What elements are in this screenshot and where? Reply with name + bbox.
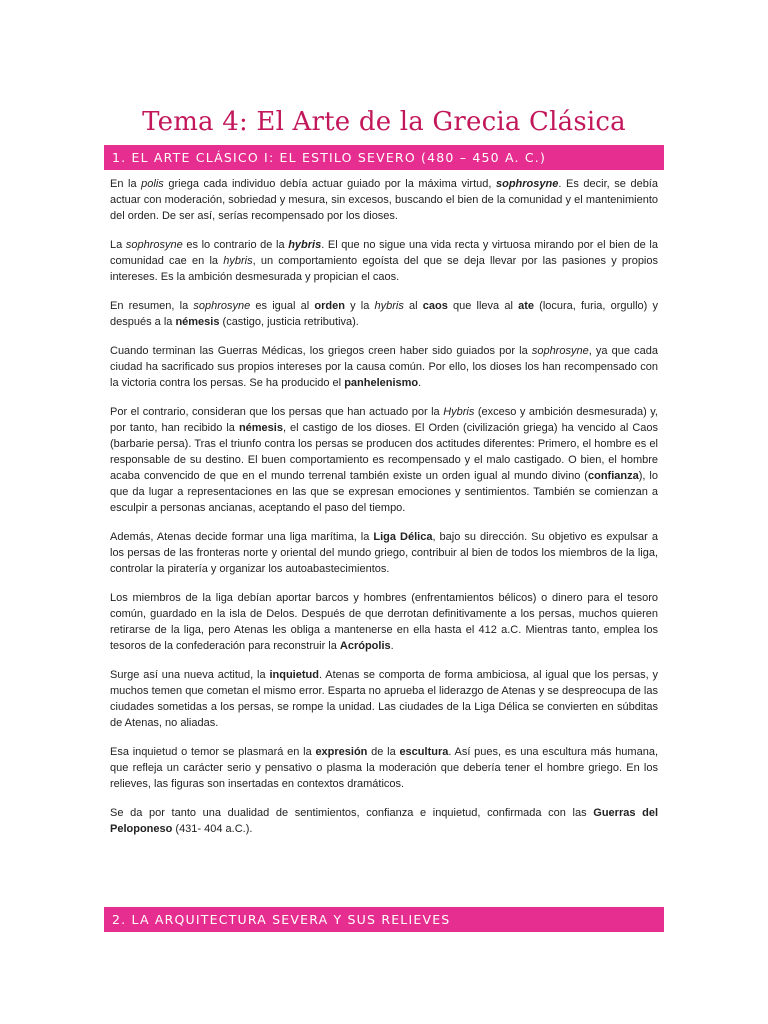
italic-term: hybris bbox=[223, 255, 253, 267]
bold-term: escultura bbox=[399, 746, 449, 758]
text-run: La bbox=[110, 239, 126, 251]
paragraph-6 bbox=[110, 529, 658, 577]
text-run: ), lo que da lugar a representaciones en las que se expresan emociones y sentimientos. También se comienzan a esculpir a personas ancianas, aceptando el paso del tiempo. bbox=[110, 470, 658, 514]
text-run: (locura, furia, orgullo) y después a la bbox=[110, 300, 658, 328]
text-run: , el castigo de los dioses. El Orden (civilización griega) ha vencido al Caos (barbarie persa). Tras el triunfo contra los persas se producen dos actitudes diferentes: Primero, el hombre es el responsable de su destino. El buen comportamiento es recompensado y el malo castigado. O bien, el hombre acaba convencido de que en el mundo terrenal también existe un orden igual al mundo divino ( bbox=[110, 422, 658, 482]
paragraph-4 bbox=[110, 343, 658, 391]
paragraph-2 bbox=[110, 237, 658, 285]
italic-term: sophrosyne bbox=[193, 300, 251, 312]
bold-term: némesis bbox=[175, 316, 220, 328]
text-run: es igual al bbox=[250, 300, 315, 312]
paragraph-9 bbox=[110, 744, 658, 792]
text-run: es lo contrario de la bbox=[182, 239, 289, 251]
text-run: de la bbox=[367, 746, 400, 758]
section-heading-2-text: 2. LA ARQUITECTURA SEVERA Y SUS RELIEVES bbox=[112, 912, 451, 927]
text-run: En la bbox=[110, 178, 142, 190]
bold-term: orden bbox=[314, 300, 345, 312]
text-run: Esa inquietud o temor se plasmará en la bbox=[110, 746, 316, 758]
paragraph-7 bbox=[110, 590, 658, 654]
text-run: En resumen, la bbox=[110, 300, 194, 312]
page-title: Tema 4: El Arte de la Grecia Clásica bbox=[142, 107, 626, 138]
text-run: Cuando terminan las Guerras Médicas, los griegos creen haber sido guiados por la bbox=[110, 345, 532, 357]
bold-term: confianza bbox=[587, 470, 639, 482]
text-run: Se da por tanto una dualidad de sentimientos, confianza e inquietud, confirmada con las bbox=[110, 807, 594, 819]
italic-term: hybris bbox=[374, 300, 404, 312]
paragraph-10 bbox=[110, 805, 658, 837]
text-run: Los miembros de la liga debían aportar barcos y hombres (enfrentamientos bélicos) o dinero para el tesoro común, guardado en la isla de Delos. Después de que derrotan definitivamente a los persas, muchos quieren retirarse de la liga, pero Atenas les obliga a mantenerse en ella hasta el 412 a.C. Mientras tanto, emplea los tesoros de la confederación para reconstruir la bbox=[110, 592, 658, 652]
text-run: , un comportamiento egoísta del que se deja llevar por las pasiones y propios intereses. Es la ambición desmesurada y propician el caos. bbox=[110, 255, 658, 283]
italic-term: sophrosyne bbox=[125, 239, 183, 251]
bold-term: expresión bbox=[315, 746, 368, 758]
text-run: (431- 404 a.C.). bbox=[172, 823, 253, 835]
text-run: (castigo, justicia retributiva). bbox=[219, 316, 359, 328]
bold-term: Acrópolis bbox=[339, 640, 391, 652]
text-run: Además, Atenas decide formar una liga marítima, la bbox=[110, 531, 374, 543]
text-run: Por el contrario, consideran que los persas que han actuado por la bbox=[110, 406, 444, 418]
bold-term: inquietud bbox=[269, 669, 319, 681]
italic-term: Hybris bbox=[443, 406, 475, 418]
text-run: que lleva al bbox=[447, 300, 519, 312]
section-heading-1-text: 1. EL ARTE CLÁSICO I: EL ESTILO SEVERO (480 – 450 A. C.) bbox=[112, 150, 547, 165]
italic-term: polis bbox=[141, 178, 164, 190]
text-run: , bajo su dirección. Su objetivo es expulsar a los persas de las fronteras norte y oriental del mundo griego, contribuir al bien de todos los miembros de la liga, controlar la piratería y organizar los autoabastecimientos. bbox=[110, 531, 658, 575]
bold-term: Liga Délica bbox=[373, 531, 433, 543]
italic-term: sophrosyne bbox=[531, 345, 589, 357]
paragraph-3 bbox=[110, 298, 658, 330]
text-run: . Es decir, se debía actuar con moderación, sobriedad y mesura, sin excesos, buscando el bien de la comunidad y el mantenimiento del orden. De ser así, serías recompensado por los dioses. bbox=[110, 178, 658, 222]
bold-italic-term: sophrosyne bbox=[496, 178, 559, 190]
bold-term: caos bbox=[422, 300, 448, 312]
bold-italic-term: hybris bbox=[288, 239, 322, 251]
paragraph-5 bbox=[110, 404, 658, 516]
paragraph-8 bbox=[110, 667, 658, 731]
section-heading-1 bbox=[104, 145, 664, 170]
text-run: , ya que cada ciudad ha sacrificado sus propios intereses por la causa común. Por ello, los dioses los han recompensado con la victoria contra los persas. Se ha producido el bbox=[110, 345, 658, 389]
bold-term: Guerras del Peloponeso bbox=[110, 807, 658, 835]
section-1-body bbox=[110, 176, 658, 850]
text-run: Surge así una nueva actitud, la bbox=[110, 669, 270, 681]
text-run: (exceso y ambición desmesurada) y, por tanto, han recibido la bbox=[110, 406, 658, 434]
bold-term: panhelenismo bbox=[344, 377, 419, 389]
text-run: y la bbox=[344, 300, 375, 312]
paragraph-1 bbox=[110, 176, 658, 224]
bold-term: ate bbox=[518, 300, 534, 312]
text-run: . bbox=[418, 377, 422, 389]
text-run: griega cada individuo debía actuar guiado por la máxima virtud, bbox=[163, 178, 496, 190]
text-run: . Así pues, es una escultura más humana, que refleja un carácter serio y pensativo o plasma la moderación que debería tener el hombre griego. En los relieves, las figuras son insertadas en contextos dramáticos. bbox=[110, 746, 658, 790]
text-run: al bbox=[403, 300, 423, 312]
section-heading-2 bbox=[104, 907, 664, 932]
text-run: . Atenas se comporta de forma ambiciosa, al igual que los persas, y muchos temen que cometan el mismo error. Esparta no aprueba el liderazgo de Atenas y se despreocupa de las ciudades sometidas a los persas, se rompe la unidad. Las ciudades de la Liga Délica se convierten en súbditas de Atenas, no aliadas. bbox=[110, 669, 659, 729]
text-run: . El que no sigue una vida recta y virtuosa mirando por el bien de la comunidad cae en la bbox=[110, 239, 658, 267]
bold-term: némesis bbox=[238, 422, 283, 434]
text-run: . bbox=[390, 640, 394, 652]
